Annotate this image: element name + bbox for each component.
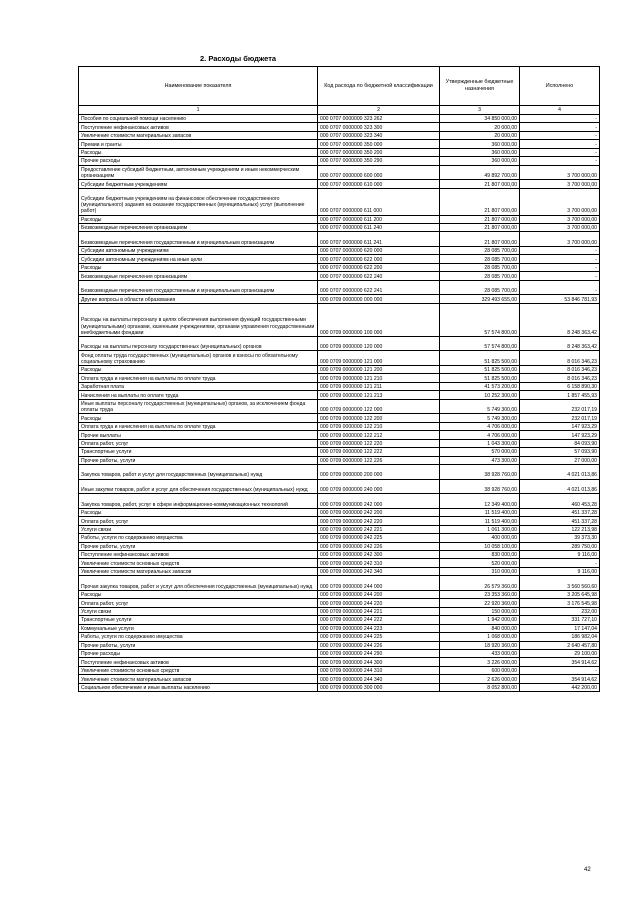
row-code: 000 0709 0000000 242 221: [318, 525, 440, 533]
row-code: 000 0707 0000000 350 200: [318, 148, 440, 156]
row-approved: 3 226 000,00: [440, 658, 520, 666]
row-name: Субсидии автономным учреждениям: [79, 247, 318, 255]
row-name: Расходы: [79, 590, 318, 598]
row-code: 000 0709 0000000 242 226: [318, 542, 440, 550]
table-row: [79, 624, 600, 632]
row-name: Расходы на выплаты персоналу государственных (муниципальных) органов: [79, 336, 318, 351]
row-executed: 3 700 000,00: [520, 232, 600, 247]
row-executed: -: [520, 123, 600, 131]
row-name: Безвозмездные перечисления организациям: [79, 223, 318, 231]
table-row: [79, 439, 600, 447]
table-row: [79, 382, 600, 390]
table-row: [79, 399, 600, 414]
row-name: Расходы: [79, 508, 318, 516]
row-code: 000 0709 0000000 121 211: [318, 382, 440, 390]
table-row: [79, 559, 600, 567]
row-executed: 442 200,00: [520, 683, 600, 691]
table-row: [79, 616, 600, 624]
row-name: Расходы: [79, 366, 318, 374]
row-approved: 360 000,00: [440, 157, 520, 165]
table-row: [79, 255, 600, 263]
row-name: Безвозмездные перечисления государственным и муниципальным организациям: [79, 280, 318, 295]
row-name: Закупка товаров, работ, услуг в сфере информационно-коммуникационных технологий: [79, 494, 318, 509]
row-executed: -: [520, 157, 600, 165]
row-executed: -: [520, 247, 600, 255]
row-executed: 6 158 890,30: [520, 382, 600, 390]
table-row: [79, 215, 600, 223]
row-name: Прочие работы, услуги: [79, 456, 318, 464]
row-code: 000 0707 0000000 323 340: [318, 131, 440, 139]
row-executed: 2 640 457,80: [520, 641, 600, 649]
row-code: 000 0709 0000000 121 000: [318, 351, 440, 366]
row-code: 000 0707 0000000 350 000: [318, 140, 440, 148]
section-title: 2. Расходы бюджета: [200, 54, 277, 63]
table-row: [79, 391, 600, 399]
table-row: [79, 165, 600, 180]
table-row: [79, 448, 600, 456]
table-row: [79, 366, 600, 374]
row-code: 000 0707 0000000 611 000: [318, 188, 440, 215]
table-row: [79, 590, 600, 598]
row-code: 000 0707 0000000 620 000: [318, 247, 440, 255]
row-executed: 4 021 013,86: [520, 479, 600, 494]
row-approved: 4 706 000,00: [440, 422, 520, 430]
row-approved: 28 085 700,00: [440, 247, 520, 255]
row-executed: 27 000,00: [520, 456, 600, 464]
row-name: Расходы: [79, 215, 318, 223]
table-row: [79, 508, 600, 516]
row-approved: 570 000,00: [440, 448, 520, 456]
row-approved: 433 000,00: [440, 649, 520, 657]
row-executed: 8 248 363,42: [520, 336, 600, 351]
row-approved: 49 892 700,00: [440, 165, 520, 180]
row-name: Иные закупки товаров, работ и услуг для обеспечения государственных (муниципальных) нужд: [79, 479, 318, 494]
table-row: [79, 607, 600, 615]
row-name: Работы, услуги по содержанию имущества: [79, 633, 318, 641]
row-code: 000 0707 0000000 350 290: [318, 157, 440, 165]
row-approved: 5 749 300,00: [440, 399, 520, 414]
row-name: Прочие расходы: [79, 649, 318, 657]
row-executed: 122 213,98: [520, 525, 600, 533]
row-approved: 8 052 800,00: [440, 683, 520, 691]
row-name: Увеличение стоимости материальных запасов: [79, 567, 318, 575]
row-code: 000 0709 0000000 242 000: [318, 494, 440, 509]
row-executed: 8 016 346,23: [520, 351, 600, 366]
row-code: 000 0709 0000000 242 340: [318, 567, 440, 575]
row-approved: 10 252 300,00: [440, 391, 520, 399]
row-executed: 354 914,62: [520, 658, 600, 666]
table-row: [79, 295, 600, 303]
row-executed: 53 846 781,93: [520, 295, 600, 303]
row-approved: 150 000,00: [440, 607, 520, 615]
row-code: 000 0709 0000000 244 000: [318, 576, 440, 591]
row-name: Оплата работ, услуг: [79, 599, 318, 607]
table-row: [79, 494, 600, 509]
row-executed: -: [520, 272, 600, 280]
row-code: 000 0709 0000000 120 000: [318, 336, 440, 351]
row-approved: 21 807 000,00: [440, 188, 520, 215]
row-code: 000 0709 0000000 300 000: [318, 683, 440, 691]
table-row: [79, 374, 600, 382]
row-approved: 1 061 300,00: [440, 525, 520, 533]
row-name: Оплата работ, услуг: [79, 439, 318, 447]
row-code: 000 0707 0000000 622 200: [318, 263, 440, 271]
row-name: Увеличение стоимости материальных запасов: [79, 675, 318, 683]
row-approved: 38 928 760,00: [440, 479, 520, 494]
row-approved: 10 058 100,00: [440, 542, 520, 550]
row-approved: 840 000,00: [440, 624, 520, 632]
row-executed: 354 914,62: [520, 675, 600, 683]
row-executed: 9 116,00: [520, 567, 600, 575]
row-code: 000 0709 0000000 100 000: [318, 303, 440, 336]
row-name: Другие вопросы в области образования: [79, 295, 318, 303]
row-approved: 41 573 200,00: [440, 382, 520, 390]
row-approved: 26 579 360,00: [440, 576, 520, 591]
row-executed: 39 373,30: [520, 534, 600, 542]
row-executed: 9 116,00: [520, 550, 600, 558]
row-executed: -: [520, 666, 600, 674]
row-approved: 12 349 400,00: [440, 494, 520, 509]
row-name: Поступление нефинансовых активов: [79, 550, 318, 558]
header-indicator-name: Наименование показателя: [79, 67, 318, 106]
table-row: [79, 542, 600, 550]
table-row: [79, 633, 600, 641]
row-code: 000 0709 0000000 122 210: [318, 422, 440, 430]
table-row: [79, 157, 600, 165]
row-executed: 289 750,00: [520, 542, 600, 550]
table-row: [79, 148, 600, 156]
row-approved: 57 574 800,00: [440, 303, 520, 336]
row-approved: 28 085 700,00: [440, 263, 520, 271]
row-code: 000 0709 0000000 244 310: [318, 666, 440, 674]
row-name: Оплата труда и начисления на выплаты по оплате труда: [79, 422, 318, 430]
table-row: [79, 465, 600, 480]
row-approved: 830 000,00: [440, 550, 520, 558]
row-approved: 18 920 360,00: [440, 641, 520, 649]
row-executed: 3 176 545,98: [520, 599, 600, 607]
row-name: Субсидии автономным учреждениям на иные цели: [79, 255, 318, 263]
row-name: Услуги связи: [79, 525, 318, 533]
row-code: 000 0707 0000000 611 240: [318, 223, 440, 231]
row-code: 000 0709 0000000 122 212: [318, 431, 440, 439]
table-row: [79, 456, 600, 464]
table-header-row: [79, 67, 600, 106]
row-executed: -: [520, 148, 600, 156]
row-name: Заработная плата: [79, 382, 318, 390]
table-row: [79, 517, 600, 525]
row-executed: 147 923,29: [520, 431, 600, 439]
row-executed: -: [520, 115, 600, 123]
row-executed: 147 923,29: [520, 422, 600, 430]
row-code: 000 0707 0000000 610 000: [318, 180, 440, 188]
table-row: [79, 550, 600, 558]
row-name: Увеличение стоимости основных средств: [79, 666, 318, 674]
row-approved: 520 000,00: [440, 559, 520, 567]
table-row: [79, 336, 600, 351]
table-row: [79, 232, 600, 247]
row-name: Субсидии бюджетным учреждениям: [79, 180, 318, 188]
row-code: 000 0707 0000000 622 241: [318, 280, 440, 295]
row-name: Социальное обеспечение и иные выплаты населению: [79, 683, 318, 691]
row-code: 000 0709 0000000 121 213: [318, 391, 440, 399]
column-number: 3: [440, 106, 520, 115]
row-name: Прочие работы, услуги: [79, 641, 318, 649]
row-approved: 1 068 000,00: [440, 633, 520, 641]
row-approved: 34 850 000,00: [440, 115, 520, 123]
row-code: 000 0709 0000000 122 222: [318, 448, 440, 456]
row-name: Пособия по социальной помощи населению: [79, 115, 318, 123]
row-code: 000 0709 0000000 244 290: [318, 649, 440, 657]
table-row: [79, 599, 600, 607]
table-row: [79, 525, 600, 533]
table-row: [79, 414, 600, 422]
row-executed: -: [520, 263, 600, 271]
table-row: [79, 351, 600, 366]
row-approved: 51 825 500,00: [440, 374, 520, 382]
row-code: 000 0709 0000000 244 220: [318, 599, 440, 607]
table-row: [79, 272, 600, 280]
row-executed: 3 700 000,00: [520, 180, 600, 188]
row-approved: 1 942 000,00: [440, 616, 520, 624]
row-approved: 28 085 700,00: [440, 255, 520, 263]
table-row: [79, 534, 600, 542]
row-executed: 29 100,00: [520, 649, 600, 657]
row-approved: 473 300,00: [440, 456, 520, 464]
row-executed: 451 337,28: [520, 517, 600, 525]
row-executed: 3 205 645,98: [520, 590, 600, 598]
expenses-table: [78, 66, 600, 692]
row-code: 000 0707 0000000 600 000: [318, 165, 440, 180]
row-approved: 28 085 700,00: [440, 272, 520, 280]
row-name: Прочие выплаты: [79, 431, 318, 439]
row-approved: 21 807 000,00: [440, 232, 520, 247]
row-name: Безвозмездные перечисления государственным и муниципальным организациям: [79, 232, 318, 247]
column-number: 1: [79, 106, 318, 115]
row-name: Поступление нефинансовых активов: [79, 123, 318, 131]
row-approved: 310 000,00: [440, 567, 520, 575]
row-code: 000 0707 0000000 622 240: [318, 272, 440, 280]
row-name: Фонд оплаты труда государственных (муниципальных) органов и взносы по обязательному социальному страхованию: [79, 351, 318, 366]
row-executed: -: [520, 131, 600, 139]
row-code: 000 0707 0000000 323 300: [318, 123, 440, 131]
row-code: 000 0709 0000000 200 000: [318, 465, 440, 480]
row-approved: 5 749 300,00: [440, 414, 520, 422]
row-executed: -: [520, 140, 600, 148]
row-approved: 21 807 000,00: [440, 180, 520, 188]
column-number: 2: [318, 106, 440, 115]
row-executed: -: [520, 559, 600, 567]
header-approved-budget: Утвержденные бюджетные назначения: [440, 67, 520, 106]
row-code: 000 0709 0000000 242 220: [318, 517, 440, 525]
row-code: 000 0709 0000000 244 223: [318, 624, 440, 632]
header-executed: Исполнено: [520, 67, 600, 106]
row-executed: -: [520, 280, 600, 295]
row-executed: 84 093,90: [520, 439, 600, 447]
row-approved: 360 000,00: [440, 140, 520, 148]
column-number: 4: [520, 106, 600, 115]
row-executed: 57 093,90: [520, 448, 600, 456]
row-executed: 8 248 363,42: [520, 303, 600, 336]
row-approved: 51 825 500,00: [440, 366, 520, 374]
table-row: [79, 303, 600, 336]
row-code: 000 0709 0000000 244 225: [318, 633, 440, 641]
table-row: [79, 131, 600, 139]
row-code: 000 0709 0000000 121 200: [318, 366, 440, 374]
row-code: 000 0709 0000000 244 340: [318, 675, 440, 683]
row-name: Предоставление субсидий бюджетным, автономным учреждениям и иным некоммерческим организациям: [79, 165, 318, 180]
row-approved: 2 626 000,00: [440, 675, 520, 683]
row-name: Прочие расходы: [79, 157, 318, 165]
row-code: 000 0709 0000000 122 226: [318, 456, 440, 464]
row-code: 000 0709 0000000 244 226: [318, 641, 440, 649]
table-row: [79, 180, 600, 188]
row-approved: 51 825 500,00: [440, 351, 520, 366]
row-code: 000 0707 0000000 323 262: [318, 115, 440, 123]
table-row: [79, 649, 600, 657]
row-code: 000 0709 0000000 122 000: [318, 399, 440, 414]
table-row: [79, 479, 600, 494]
table-row: [79, 576, 600, 591]
row-approved: 400 000,00: [440, 534, 520, 542]
row-code: 000 0709 0000000 000 000: [318, 295, 440, 303]
table-row: [79, 123, 600, 131]
row-approved: 38 928 760,00: [440, 465, 520, 480]
row-executed: 3 700 000,00: [520, 215, 600, 223]
row-approved: 1 043 300,00: [440, 439, 520, 447]
row-executed: 17 147,04: [520, 624, 600, 632]
table-row: [79, 431, 600, 439]
row-approved: 360 000,00: [440, 148, 520, 156]
row-approved: 21 807 000,00: [440, 223, 520, 231]
row-name: Расходы: [79, 263, 318, 271]
row-executed: 3 700 000,00: [520, 165, 600, 180]
row-code: 000 0707 0000000 611 200: [318, 215, 440, 223]
row-name: Расходы на выплаты персоналу в целях обеспечения выполнения функций государственными (муниципальными) органами, казенными учреждениями, органами управления государственными внебюджетными фондами: [79, 303, 318, 336]
table-row: [79, 247, 600, 255]
page-number: 42: [584, 867, 591, 873]
row-executed: 3 560 560,60: [520, 576, 600, 591]
row-executed: 8 016 346,23: [520, 366, 600, 374]
row-name: Прочие работы, услуги: [79, 542, 318, 550]
row-name: Начисления на выплаты по оплате труда: [79, 391, 318, 399]
row-approved: 23 353 360,00: [440, 590, 520, 598]
row-approved: 20 000,00: [440, 123, 520, 131]
row-executed: -: [520, 255, 600, 263]
table-row: [79, 666, 600, 674]
row-name: Премии и гранты: [79, 140, 318, 148]
table-row: [79, 188, 600, 215]
row-executed: 4 021 013,86: [520, 465, 600, 480]
row-name: Оплата труда и начисления на выплаты по оплате труда: [79, 374, 318, 382]
table-row: [79, 675, 600, 683]
row-code: 000 0709 0000000 240 000: [318, 479, 440, 494]
row-code: 000 0709 0000000 244 300: [318, 658, 440, 666]
header-classification-code: Код расхода по бюджетной классификации: [318, 67, 440, 106]
row-name: Иные выплаты персоналу государственных (муниципальных) органов, за исключением фонда оплаты труда: [79, 399, 318, 414]
row-name: Коммунальные услуги: [79, 624, 318, 632]
table-row: [79, 223, 600, 231]
table-row: [79, 280, 600, 295]
row-code: 000 0709 0000000 122 220: [318, 439, 440, 447]
row-executed: 451 337,28: [520, 508, 600, 516]
row-name: Расходы: [79, 414, 318, 422]
row-executed: 1 857 455,93: [520, 391, 600, 399]
row-name: Субсидии бюджетным учреждениям на финансовое обеспечение государственного (муниципального) задания на оказание государственных (муниципальных) услуг (выполнение работ): [79, 188, 318, 215]
row-code: 000 0707 0000000 611 241: [318, 232, 440, 247]
row-name: Транспортные услуги: [79, 616, 318, 624]
row-code: 000 0709 0000000 242 310: [318, 559, 440, 567]
row-code: 000 0709 0000000 242 225: [318, 534, 440, 542]
row-code: 000 0709 0000000 244 200: [318, 590, 440, 598]
row-executed: 3 700 000,00: [520, 188, 600, 215]
row-name: Транспортные услуги: [79, 448, 318, 456]
row-executed: 232,00: [520, 607, 600, 615]
row-name: Безвозмездные перечисления организациям: [79, 272, 318, 280]
row-executed: 3 700 000,00: [520, 223, 600, 231]
table-row: [79, 658, 600, 666]
table-row: [79, 567, 600, 575]
table-row: [79, 641, 600, 649]
row-approved: 11 519 400,00: [440, 508, 520, 516]
row-approved: 21 807 000,00: [440, 215, 520, 223]
row-approved: 20 000,00: [440, 131, 520, 139]
row-code: 000 0709 0000000 242 200: [318, 508, 440, 516]
row-code: 000 0709 0000000 244 221: [318, 607, 440, 615]
row-executed: 8 016 346,23: [520, 374, 600, 382]
row-executed: 460 453,28: [520, 494, 600, 509]
row-name: Увеличение стоимости материальных запасов: [79, 131, 318, 139]
row-name: Поступление нефинансовых активов: [79, 658, 318, 666]
row-executed: 186 982,04: [520, 633, 600, 641]
row-code: 000 0709 0000000 122 200: [318, 414, 440, 422]
row-name: Прочая закупка товаров, работ и услуг для обеспечения государственных (муниципальных) нужд: [79, 576, 318, 591]
row-code: 000 0709 0000000 121 210: [318, 374, 440, 382]
row-name: Увеличение стоимости основных средств: [79, 559, 318, 567]
table-row: [79, 422, 600, 430]
row-executed: 232 017,19: [520, 414, 600, 422]
row-code: 000 0709 0000000 244 222: [318, 616, 440, 624]
row-name: Оплата работ, услуг: [79, 517, 318, 525]
column-number-row: [79, 106, 600, 115]
row-approved: 329 493 655,00: [440, 295, 520, 303]
row-executed: 232 017,19: [520, 399, 600, 414]
row-approved: 600 000,00: [440, 666, 520, 674]
row-name: Услуги связи: [79, 607, 318, 615]
row-name: Расходы: [79, 148, 318, 156]
table-row: [79, 140, 600, 148]
row-approved: 4 706 000,00: [440, 431, 520, 439]
table-row: [79, 115, 600, 123]
row-approved: 57 574 800,00: [440, 336, 520, 351]
row-approved: 11 519 400,00: [440, 517, 520, 525]
table-body: [79, 115, 600, 692]
row-approved: 28 085 700,00: [440, 280, 520, 295]
row-approved: 22 920 360,00: [440, 599, 520, 607]
table-row: [79, 683, 600, 691]
row-code: 000 0709 0000000 242 300: [318, 550, 440, 558]
row-name: Работы, услуги по содержанию имущества: [79, 534, 318, 542]
row-executed: 331 727,10: [520, 616, 600, 624]
row-name: Закупка товаров, работ и услуг для государственных (муниципальных) нужд: [79, 465, 318, 480]
table-row: [79, 263, 600, 271]
row-code: 000 0707 0000000 622 000: [318, 255, 440, 263]
